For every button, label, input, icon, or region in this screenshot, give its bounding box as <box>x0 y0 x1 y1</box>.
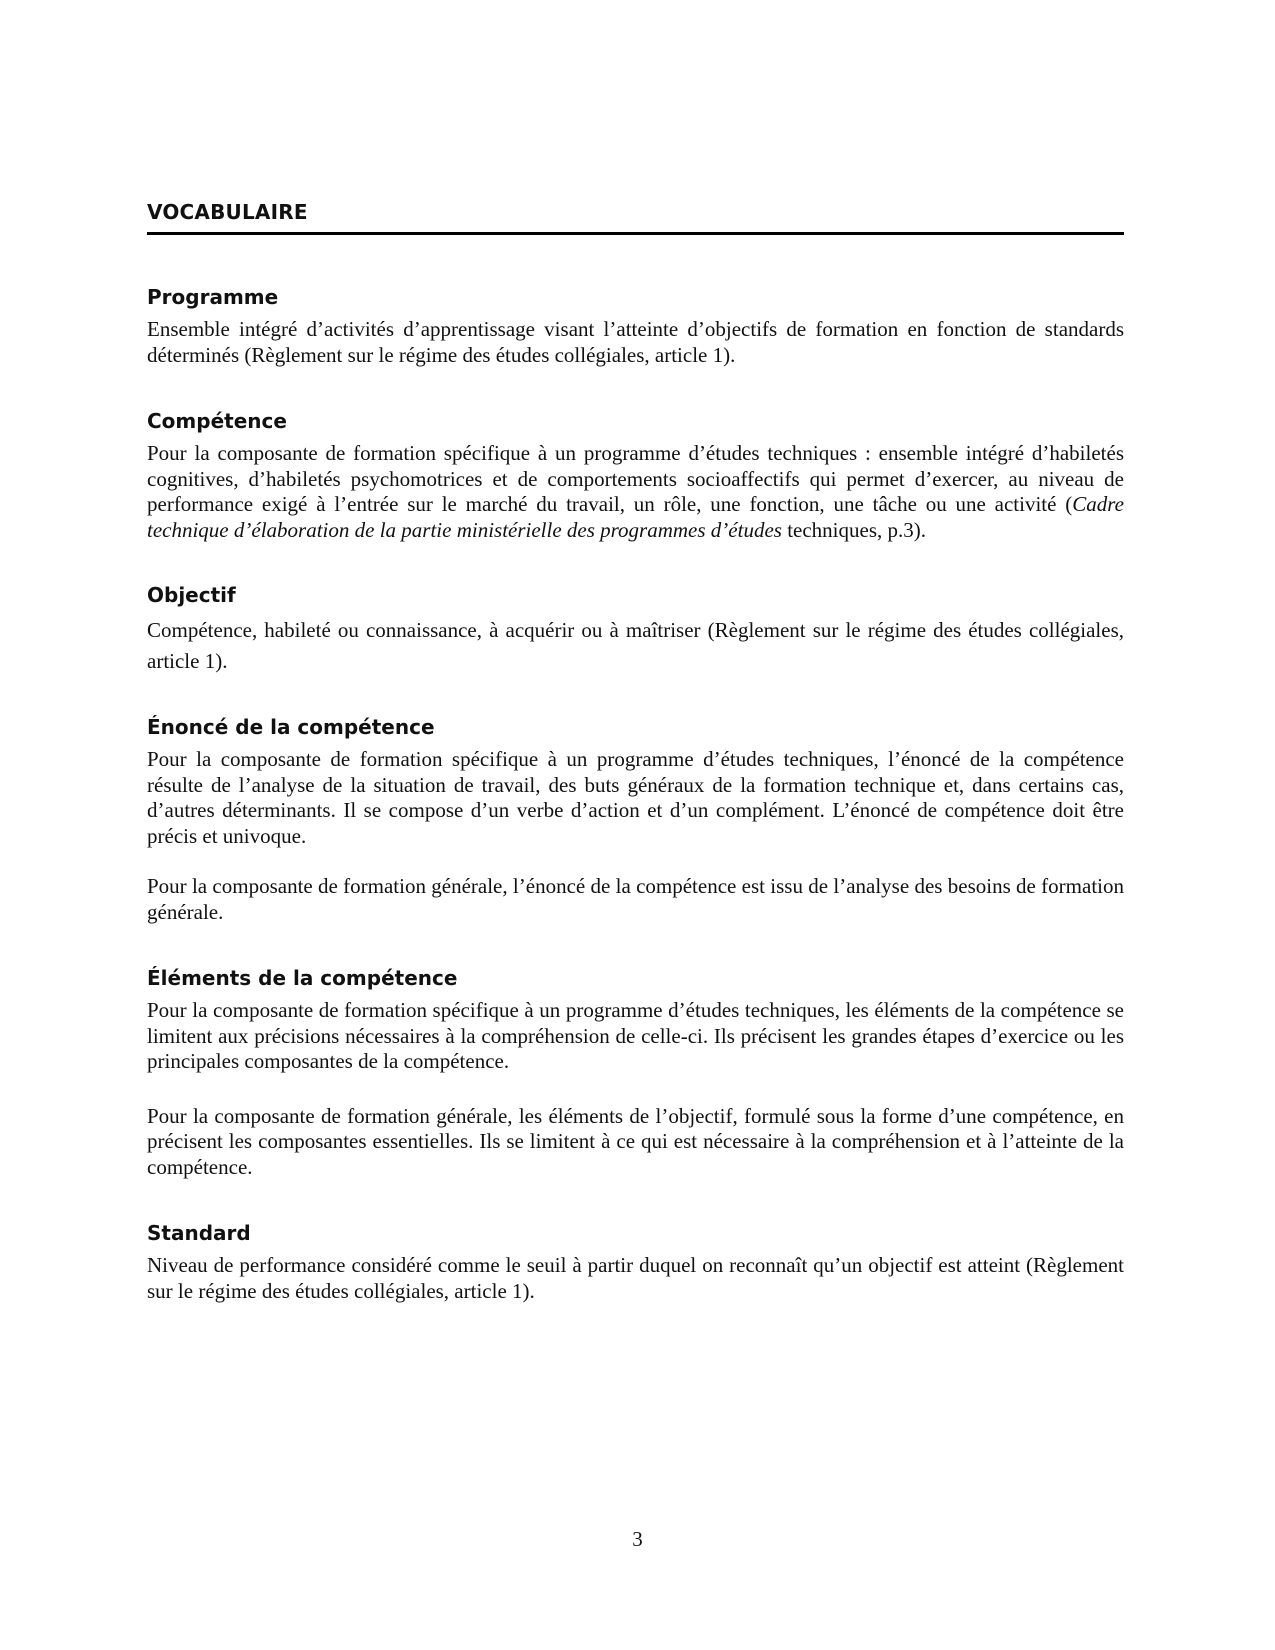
definition-paragraph: Niveau de performance considéré comme le seuil à partir duquel on reconnaît qu’un objectif est atteint (Règlement sur le régime des études collégiales, article 1). <box>147 1253 1124 1303</box>
page-title: VOCABULAIRE <box>147 200 1124 235</box>
entry-elements <box>147 966 1124 1180</box>
definition-paragraph: Pour la composante de formation générale, les éléments de l’objectif, formulé sous la forme d’une compétence, en précisent les composantes essentielles. Ils se limitent à ce qui est nécessaire à la compréhension et à l’atteinte de la compétence. <box>147 1103 1124 1179</box>
term-heading: Éléments de la compétence <box>147 966 458 990</box>
entry-objectif <box>147 583 1124 677</box>
entry-standard <box>147 1221 1124 1304</box>
definition-paragraph: Ensemble intégré d’activités d’apprentissage visant l’atteinte d’objectifs de formation en fonction de standards déterminés (Règlement sur le régime des études collégiales, article 1). <box>147 317 1124 367</box>
term-heading: Compétence <box>147 409 287 433</box>
definition-paragraph: Pour la composante de formation spécifique à un programme d’études techniques, l’énoncé de la compétence résulte de l’analyse de la situation de travail, des buts généraux de la formation technique et, dans certains cas, d’autres déterminants. Il se compose d’un verbe d’action et d’un complément. L’énoncé de compétence doit être précis et univoque. <box>147 747 1124 848</box>
term-heading: Standard <box>147 1221 251 1245</box>
document-page <box>147 200 1124 1304</box>
page-number: 3 <box>632 1527 643 1551</box>
entry-competence <box>147 409 1124 543</box>
term-heading: Programme <box>147 285 279 309</box>
definition-paragraph: Compétence, habileté ou connaissance, à acquérir ou à maîtriser (Règlement sur le régime des études collégiales, article 1). <box>147 618 1124 673</box>
citation-title: Cadre technique d’élaboration de la partie ministérielle des programmes d’études <box>147 492 1124 542</box>
definition-paragraph <box>147 441 1124 543</box>
term-heading: Objectif <box>147 583 236 607</box>
definition-paragraph: Pour la composante de formation générale, l’énoncé de la compétence est issu de l’analyse des besoins de formation générale. <box>147 874 1124 924</box>
entry-enonce <box>147 715 1124 925</box>
term-heading: Énoncé de la compétence <box>147 715 435 739</box>
definition-paragraph: Pour la composante de formation spécifique à un programme d’études techniques, les éléments de la compétence se limitent aux précisions nécessaires à la compréhension de celle-ci. Ils précisent les grandes étapes d’exercice ou les principales composantes de la compétence. <box>147 998 1124 1073</box>
definition-text: Pour la composante de formation spécifique à un programme d’études techniques : ensemble intégré d’habiletés cognitives, d’habiletés psychomotrices et de comportements socioaffectifs qui permet d’exercer, au niveau de performance exigé à l’entrée sur le marché du travail, un rôle, une fonction, une tâche ou une activité ( <box>147 441 1124 516</box>
entry-programme <box>147 285 1124 368</box>
definition-text: techniques, p.3). <box>781 517 926 542</box>
